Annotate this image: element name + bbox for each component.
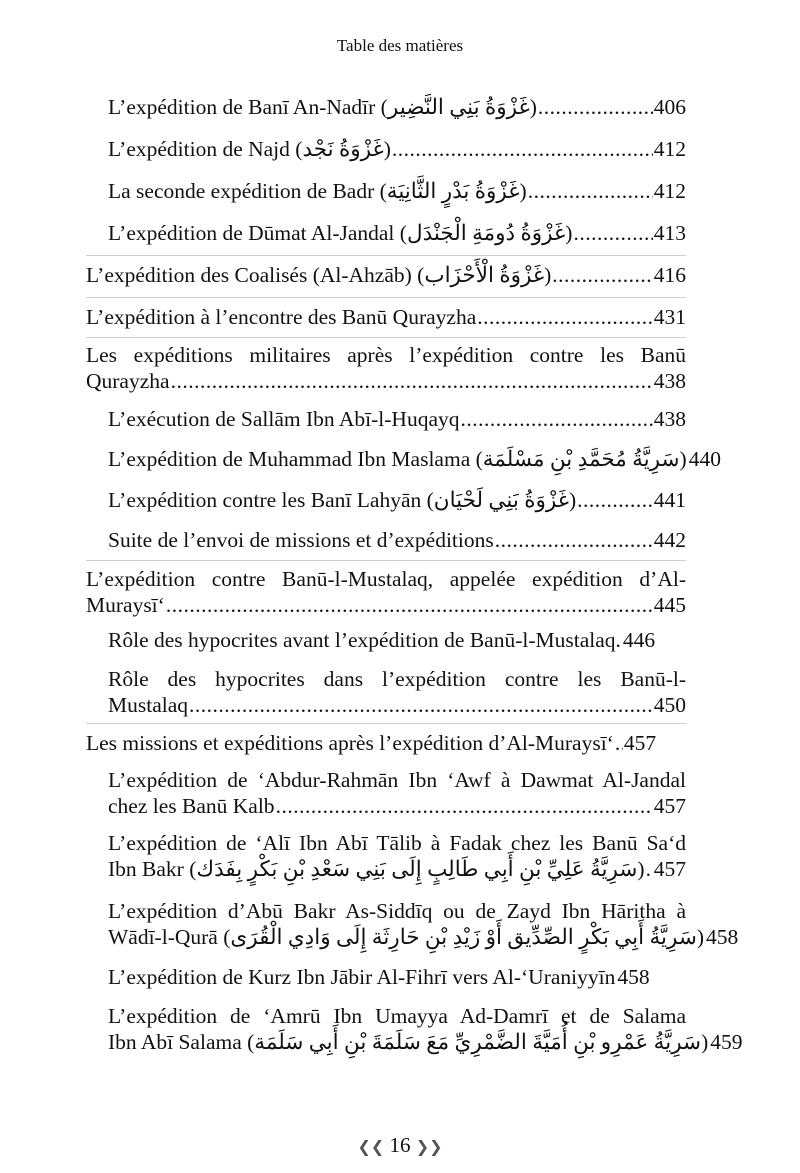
toc-entry-title-line2: Muraysī‘ xyxy=(86,593,165,617)
toc-entry-title-line1: Rôle des hypocrites dans l’expédition contre les Banū-l- xyxy=(108,667,686,691)
divider xyxy=(86,297,686,298)
toc-entry-title-line1: L’expédition contre Banū-l-Mustalaq, appelée expédition d’Al- xyxy=(86,567,686,591)
toc-entry[interactable] xyxy=(108,406,686,432)
toc-entry[interactable] xyxy=(108,830,686,882)
toc-entry-page: 406 xyxy=(653,95,686,119)
toc-entry-title-line1: L’expédition de ‘Alī Ibn Abī Tālib à Fadak chez les Banū Sa‘d xyxy=(108,831,686,855)
toc-entry-page: 438 xyxy=(653,407,686,431)
toc-entry-title: L’expédition de Muhammad Ibn Maslama (سَرِيَّةُ مُحَمَّدِ بْنِ مَسْلَمَة) xyxy=(108,447,687,471)
toc-entry-page: 431 xyxy=(653,305,686,329)
toc-entry[interactable] xyxy=(108,527,686,553)
toc-entry-title: L’expédition contre les Banī Lahyān (غَزْوَةُ بَنِي لَحْيَان) xyxy=(108,488,577,512)
toc-entry[interactable] xyxy=(108,627,686,653)
toc-entry[interactable] xyxy=(108,220,686,246)
leader-dots xyxy=(538,94,653,120)
toc-entry[interactable] xyxy=(86,262,686,288)
toc-entry-page: 458 xyxy=(617,965,650,989)
toc-entry-title-line1: Les expéditions militaires après l’expédition contre les Banū xyxy=(86,343,686,367)
toc-entry-page: 458 xyxy=(706,925,739,949)
leader-dots xyxy=(615,730,623,756)
toc-entry[interactable] xyxy=(108,767,686,819)
toc-entry[interactable] xyxy=(108,1003,743,1055)
leader-dots xyxy=(276,793,653,819)
ornament-left-icon: ❮❮ xyxy=(357,1137,385,1156)
toc-entry-page: 459 xyxy=(710,1030,743,1054)
toc-entry-title-line2: Ibn Bakr (سَرِيَّةُ عَلِيِّ بْنِ أَبِي طَالِبٍ إِلَى بَنِي سَعْدِ بْنِ بَكْرٍ بِفَدَك) xyxy=(108,857,645,881)
toc-entry[interactable] xyxy=(86,730,686,756)
leader-dots xyxy=(573,220,652,246)
toc-entry-page: 416 xyxy=(653,263,686,287)
ornament-right-icon: ❯❯ xyxy=(415,1137,443,1156)
divider xyxy=(86,723,686,724)
toc-entry-title-line2: Qurayzha xyxy=(86,369,170,393)
leader-dots xyxy=(495,527,653,553)
toc-entry-title: Les missions et expéditions après l’expédition d’Al-Muraysī‘ xyxy=(86,731,614,755)
toc-entry-page: 412 xyxy=(653,179,686,203)
toc-entry-title-line1: L’expédition de ‘Amrū Ibn Umayya Ad-Damrī et de Salama xyxy=(108,1004,686,1028)
toc-entry[interactable] xyxy=(86,342,686,394)
toc-entry[interactable] xyxy=(108,94,686,120)
toc-entry-page: 440 xyxy=(688,447,721,471)
toc-entry-page: 442 xyxy=(653,528,686,552)
toc-entry-title: L’expédition de Kurz Ibn Jābir Al-Fihrī vers Al-‘Uraniyyīn xyxy=(108,965,616,989)
divider xyxy=(86,560,686,561)
toc-entry-title: La seconde expédition de Badr (غَزْوَةُ بَدْرٍ الثَّانِيَة) xyxy=(108,179,527,203)
leader-dots xyxy=(552,262,653,288)
toc-entry-page: 445 xyxy=(653,593,686,617)
toc-entry-title: L’expédition de Najd (غَزْوَةُ نَجْد) xyxy=(108,137,391,161)
toc-entry-title-line2: Wādī-l-Qurā (سَرِيَّةُ أَبِي بَكْرٍ الصِّدِّيق أَوْ زَيْدِ بْنِ حَارِثَة إِلَى وَادِي الْقُرَى) xyxy=(108,925,705,949)
toc-entry-title: Suite de l’envoi de missions et d’expéditions xyxy=(108,528,494,552)
page-number: 16 xyxy=(389,1133,411,1157)
toc-entry-page: 441 xyxy=(653,488,686,512)
leader-dots xyxy=(477,304,653,330)
toc-entry-page: 457 xyxy=(653,794,686,818)
leader-dots xyxy=(461,406,653,432)
toc-entry-title-line2: Mustalaq xyxy=(108,693,189,717)
toc-entry[interactable] xyxy=(108,446,721,472)
leader-dots xyxy=(189,692,653,718)
leader-dots xyxy=(171,368,653,394)
toc-entry-title: L’expédition de Banī An-Nadīr (غَزْوَةُ بَنِي النَّضِير) xyxy=(108,95,537,119)
toc-entry-title: L’expédition à l’encontre des Banū Qurayzha xyxy=(86,305,477,329)
leader-dots xyxy=(528,178,653,204)
toc-entry-title: L’expédition de Dūmat Al-Jandal (غَزْوَةُ دُومَةِ الْجَنْدَل) xyxy=(108,221,573,245)
toc-entry-page: 446 xyxy=(622,628,656,652)
toc-entry[interactable] xyxy=(86,566,686,618)
toc-entry[interactable] xyxy=(108,487,686,513)
toc-entry-page: 412 xyxy=(653,137,686,161)
toc-entry-page: 450 xyxy=(653,693,686,717)
toc-entry[interactable] xyxy=(108,136,686,162)
running-header: Table des matières xyxy=(336,36,464,55)
divider xyxy=(86,337,686,338)
toc-entry[interactable] xyxy=(108,964,686,990)
toc-entry-page: 457 xyxy=(623,731,657,755)
toc-entry[interactable] xyxy=(108,898,739,950)
toc-entry[interactable] xyxy=(108,178,686,204)
leader-dots xyxy=(577,487,653,513)
toc-entry-title-line2: chez les Banū Kalb xyxy=(108,794,275,818)
toc-entry-title-line1: L’expédition de ‘Abdur-Rahmān Ibn ‘Awf à Dawmat Al-Jandal xyxy=(108,768,686,792)
leader-dots xyxy=(392,136,653,162)
toc-entry-title: Rôle des hypocrites avant l’expédition de Banū-l-Mustalaq. xyxy=(108,628,621,652)
toc-entry-title-line1: L’expédition d’Abū Bakr As-Siddīq ou de Zayd Ibn Hāritha à xyxy=(108,899,686,923)
toc-entry[interactable] xyxy=(108,666,686,718)
toc-entry-page: 438 xyxy=(653,369,686,393)
leader-dots xyxy=(646,856,653,882)
divider xyxy=(86,255,686,256)
toc-entry-page: 413 xyxy=(653,221,686,245)
toc-entry-title: L’expédition des Coalisés (Al-Ahzāb) (غَزْوَةُ الْأَحْزَاب) xyxy=(86,263,552,287)
toc-entry[interactable] xyxy=(86,304,686,330)
toc-entry-page: 457 xyxy=(653,857,686,881)
page-footer xyxy=(0,1133,800,1158)
toc-entry-title: L’exécution de Sallām Ibn Abī-l-Huqayq xyxy=(108,407,460,431)
toc-entry-title-line2: Ibn Abī Salama (سَرِيَّةُ عَمْرِو بْنِ أُمَيَّةَ الضَّمْرِيِّ مَعَ سَلَمَةَ بْنِ أَبِي سَلَمَة) xyxy=(108,1030,709,1054)
leader-dots xyxy=(166,592,653,618)
